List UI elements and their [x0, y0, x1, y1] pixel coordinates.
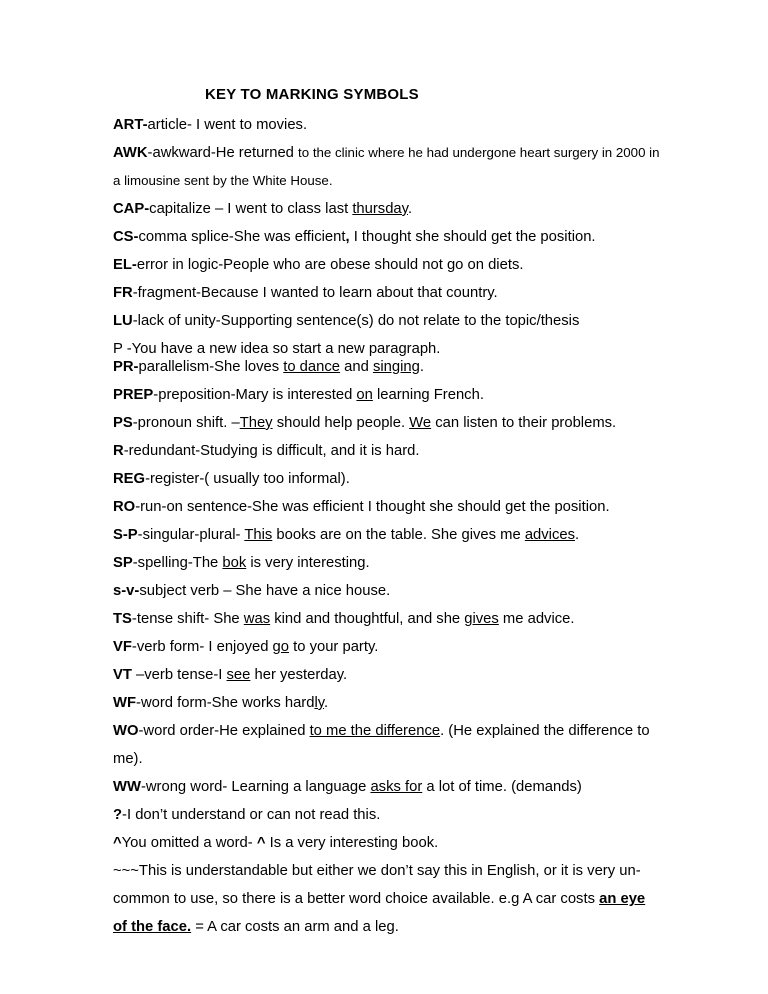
text-segment: -wrong word- Learning a language — [140, 779, 371, 795]
text-segment: can listen to their problems. — [431, 415, 617, 431]
text-segment: FR — [113, 285, 133, 301]
text-segment: We — [409, 415, 432, 431]
document-line — [113, 223, 661, 251]
text-segment: and — [340, 359, 373, 375]
text-segment: ^ — [113, 835, 122, 851]
text-segment: -pronoun shift. – — [132, 415, 240, 431]
text-segment: learning French. — [372, 387, 484, 403]
text-segment: PREP — [113, 387, 154, 403]
document-line — [113, 353, 661, 381]
text-segment: = A car costs an arm and a leg. — [191, 919, 399, 935]
text-segment: WO — [113, 723, 139, 739]
text-segment: ly — [314, 695, 325, 711]
text-segment: ? — [113, 807, 123, 823]
text-segment: . — [419, 359, 424, 375]
text-segment: is very interesting. — [246, 555, 370, 571]
document-line — [113, 437, 661, 465]
text-segment: asks for — [370, 779, 423, 795]
text-segment: error in logic-People who are obese should not go on diets. — [136, 257, 524, 273]
text-segment: see — [226, 667, 251, 683]
text-segment: subject verb – She have a nice house. — [139, 583, 391, 599]
text-segment: -preposition-Mary is interested — [153, 387, 357, 403]
text-segment: -lack of unity-Supporting sentence(s) do not relate to the topic/thesis — [132, 313, 580, 329]
text-segment: EL- — [113, 257, 137, 273]
text-segment: -word form-She works hard — [136, 695, 315, 711]
text-segment: R — [113, 443, 124, 459]
text-segment: PS — [113, 415, 133, 431]
text-segment: S-P — [113, 527, 138, 543]
text-segment: -redundant-Studying is difficult, and it is hard. — [123, 443, 420, 459]
text-segment: to the clinic where he had undergone heart surgery in 2000 in a limousine sent by the White House. — [113, 145, 660, 188]
text-segment: You omitted a word- — [121, 835, 257, 851]
text-segment: comma splice-She was efficient — [138, 229, 346, 245]
text-segment: was — [243, 611, 271, 627]
text-segment: singing — [372, 359, 420, 375]
text-segment: Is a very interesting book. — [265, 835, 439, 851]
text-segment: me advice. — [498, 611, 575, 627]
document-line — [113, 857, 661, 941]
text-segment: -singular-plural- — [137, 527, 245, 543]
document-title: KEY TO MARKING SYMBOLS — [205, 86, 419, 103]
document-line — [113, 381, 661, 409]
text-segment: . — [324, 695, 329, 711]
text-segment: AWK — [113, 145, 148, 161]
text-segment: RO — [113, 499, 136, 515]
text-segment: advices — [524, 527, 575, 543]
text-segment: gives — [464, 611, 499, 627]
document-line — [113, 307, 661, 335]
document-line — [113, 111, 661, 139]
text-segment: WW — [113, 779, 141, 795]
document-line — [113, 493, 661, 521]
text-segment: -verb form- I enjoyed — [131, 639, 273, 655]
text-segment: PR- — [113, 359, 139, 375]
text-segment: parallelism-She loves — [138, 359, 284, 375]
text-segment: SP — [113, 555, 133, 571]
text-segment: I thought she should get the position. — [349, 229, 596, 245]
text-segment: -I don’t understand or can not read this. — [122, 807, 381, 823]
document-line — [113, 801, 661, 829]
document-line — [113, 661, 661, 689]
text-segment: to me the difference — [309, 723, 441, 739]
text-segment: , — [345, 229, 350, 245]
document-line — [113, 689, 661, 717]
text-segment: CS- — [113, 229, 139, 245]
document-line — [113, 605, 661, 633]
text-segment: . (He explained the difference to me). — [113, 723, 650, 767]
text-segment: s-v- — [113, 583, 140, 599]
text-segment: capitalize – I went to class last — [149, 201, 353, 217]
text-segment: -run-on sentence-She was efficient I thought she should get the position. — [135, 499, 610, 515]
text-segment: WF — [113, 695, 137, 711]
text-segment: a lot of time. (demands) — [422, 779, 582, 795]
document-line — [113, 577, 661, 605]
text-segment: REG — [113, 471, 146, 487]
document-body — [113, 111, 661, 941]
text-segment: should help people. — [272, 415, 410, 431]
document-line — [113, 717, 661, 773]
text-segment: . — [407, 201, 413, 217]
text-segment: -word order-He explained — [138, 723, 310, 739]
text-segment: . — [574, 527, 580, 543]
text-segment: bok — [222, 555, 247, 571]
text-segment: to dance — [283, 359, 341, 375]
document-line — [113, 633, 661, 661]
document-line — [113, 409, 661, 437]
text-segment: her yesterday. — [250, 667, 348, 683]
text-segment: go — [272, 639, 290, 655]
text-segment: article- I went to movies. — [147, 117, 308, 133]
text-segment: This — [244, 527, 273, 543]
document-line — [113, 549, 661, 577]
text-segment: an eye of the face. — [113, 891, 646, 935]
text-segment: ART- — [113, 117, 148, 133]
text-segment: P -You have a new idea so start a new paragraph. — [113, 341, 441, 357]
document-line — [113, 465, 661, 493]
document-line — [113, 195, 661, 223]
text-segment: -register-( usually too informal). — [145, 471, 350, 487]
text-segment: -spelling-The — [132, 555, 223, 571]
document-line — [113, 773, 661, 801]
text-segment: -tense shift- She — [131, 611, 244, 627]
text-segment: -fragment-Because I wanted to learn about that country. — [132, 285, 498, 301]
text-segment: kind and thoughtful, and she — [270, 611, 465, 627]
text-segment: ~~~This is understandable but either we don’t say this in English, or it is very un-common to use, so there is a better word choice available. e.g A car costs — [113, 863, 641, 907]
text-segment: –verb tense-I — [131, 667, 227, 683]
text-segment: They — [239, 415, 273, 431]
text-segment: CAP- — [113, 201, 150, 217]
text-segment: VT — [113, 667, 132, 683]
text-segment: VF — [113, 639, 132, 655]
document-line — [113, 139, 661, 195]
text-segment: ^ — [256, 835, 266, 851]
text-segment: to your party. — [289, 639, 379, 655]
document-line — [113, 829, 661, 857]
text-segment: thursday — [352, 201, 408, 217]
document-line — [113, 521, 661, 549]
document-line — [113, 279, 661, 307]
text-segment: -awkward-He returned — [147, 145, 299, 161]
text-segment: books are on the table. She gives me — [272, 527, 525, 543]
text-segment: TS — [113, 611, 132, 627]
text-segment: on — [356, 387, 373, 403]
document-line — [113, 251, 661, 279]
text-segment: LU — [113, 313, 133, 329]
